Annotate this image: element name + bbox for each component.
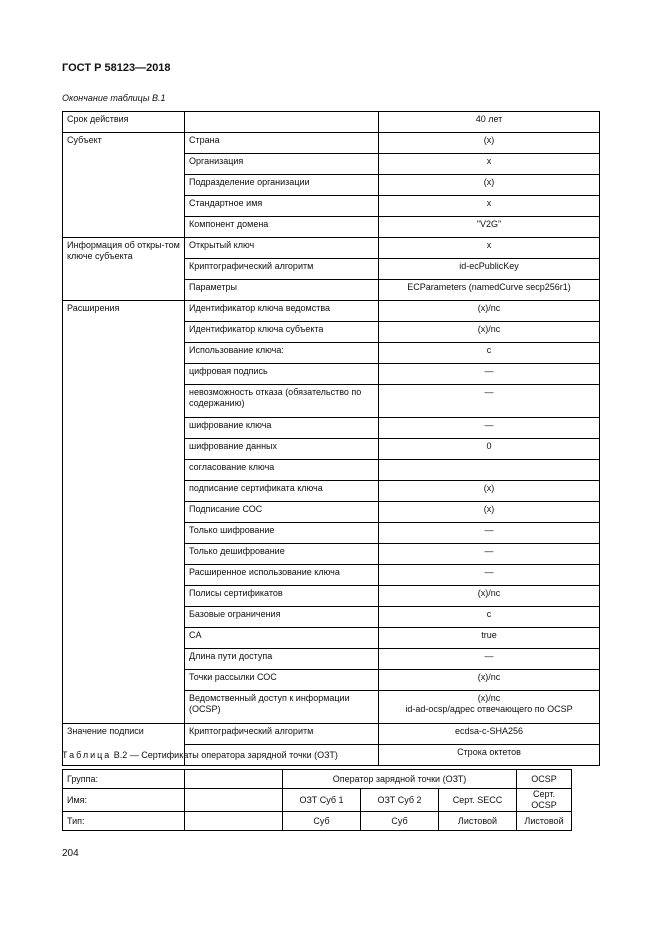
field-value: id-ecPublicKey xyxy=(379,259,600,280)
field-value: (x)/nc xyxy=(379,670,600,691)
field-value: x xyxy=(379,238,600,259)
field-value: (x) xyxy=(379,481,600,502)
row-group-label: Срок действия xyxy=(63,112,185,133)
field-value: — xyxy=(379,418,600,439)
field-value: (x)/nc xyxy=(379,301,600,322)
field-value: (x)/nc xyxy=(379,586,600,607)
table-row xyxy=(63,770,572,789)
field-name: Идентификатор ключа субъекта xyxy=(185,322,379,343)
b2-label-name: Имя: xyxy=(63,789,185,812)
field-value: (x)/nc xyxy=(379,322,600,343)
field-name: подписание сертификата ключа xyxy=(185,481,379,502)
field-name: шифрование ключа xyxy=(185,418,379,439)
page-number: 204 xyxy=(62,848,79,859)
table-b2-caption-text: В.2 — Сертификаты оператора зарядной точки (ОЗТ) xyxy=(111,750,338,760)
field-value: (x) xyxy=(379,133,600,154)
b2-label-type: Тип: xyxy=(63,812,185,831)
table-row xyxy=(63,301,600,322)
field-value: (x) xyxy=(379,175,600,196)
field-value: c xyxy=(379,607,600,628)
row-group-label: Значение подписи xyxy=(63,724,185,766)
field-value: ECParameters (namedCurve secp256r1) xyxy=(379,280,600,301)
field-value-line: id-ad-ocsp/адрес отвечающего по OCSP xyxy=(405,704,573,714)
b2-cell: Серт. OCSP xyxy=(517,789,572,812)
field-value: Строка октетов xyxy=(379,745,600,766)
table-b2-caption xyxy=(62,750,338,760)
field-value: true xyxy=(379,628,600,649)
b2-cell: Листовой xyxy=(439,812,517,831)
table-row xyxy=(63,133,600,154)
field-name: Компонент домена xyxy=(185,217,379,238)
b2-cell xyxy=(185,789,283,812)
field-name: Только дешифрование xyxy=(185,544,379,565)
field-name: CA xyxy=(185,628,379,649)
field-name: Организация xyxy=(185,154,379,175)
field-name: Использование ключа: xyxy=(185,343,379,364)
field-value xyxy=(379,691,600,724)
field-name: Параметры xyxy=(185,280,379,301)
field-name: Подразделение организации xyxy=(185,175,379,196)
field-value: — xyxy=(379,385,600,418)
field-name: цифровая подпись xyxy=(185,364,379,385)
table-b2-caption-prefix: Таблица xyxy=(62,750,112,760)
field-name: невозможность отказа (обязательство по содержанию) xyxy=(185,385,379,418)
field-value: "V2G" xyxy=(379,217,600,238)
field-value: x xyxy=(379,154,600,175)
field-name: Страна xyxy=(185,133,379,154)
b2-cell: Листовой xyxy=(517,812,572,831)
field-value: 40 лет xyxy=(379,112,600,133)
b2-cell xyxy=(185,770,283,789)
table-b1 xyxy=(62,111,600,766)
table-row xyxy=(63,812,572,831)
field-value: — xyxy=(379,565,600,586)
b2-cell: ОЗТ Суб 2 xyxy=(361,789,439,812)
field-name xyxy=(185,112,379,133)
field-name: Длина пути доступа xyxy=(185,649,379,670)
table-row xyxy=(63,238,600,259)
field-name: Идентификатор ключа ведомства xyxy=(185,301,379,322)
field-name: Только шифрование xyxy=(185,523,379,544)
b2-ocsp-header: OCSP xyxy=(517,770,572,789)
field-name: Криптографический алгоритм xyxy=(185,724,379,745)
b2-cell: Суб xyxy=(361,812,439,831)
field-value: x xyxy=(379,196,600,217)
field-name: шифрование данных xyxy=(185,439,379,460)
field-name: Полисы сертификатов xyxy=(185,586,379,607)
row-group-label: Расширения xyxy=(63,301,185,724)
field-name: Криптографический алгоритм xyxy=(185,259,379,280)
field-name: Стандартное имя xyxy=(185,196,379,217)
field-value: — xyxy=(379,364,600,385)
row-group-label: Информация об откры-том ключе субъекта xyxy=(63,238,185,301)
document-header: ГОСТ Р 58123—2018 xyxy=(62,62,171,74)
table-row xyxy=(63,112,600,133)
field-name: Открытый ключ xyxy=(185,238,379,259)
field-value: — xyxy=(379,523,600,544)
field-name: Ведомственный доступ к информации (OCSP) xyxy=(185,691,379,724)
field-value xyxy=(379,460,600,481)
table-b1-caption: Окончание таблицы В.1 xyxy=(62,93,166,103)
table-row xyxy=(63,789,572,812)
field-name: Подписание СОС xyxy=(185,502,379,523)
b2-cell: Серт. SECC xyxy=(439,789,517,812)
field-value-line: (x)/nc xyxy=(477,693,501,703)
field-value: (x) xyxy=(379,502,600,523)
b2-cell xyxy=(185,812,283,831)
field-value: 0 xyxy=(379,439,600,460)
field-value: — xyxy=(379,544,600,565)
field-value: — xyxy=(379,649,600,670)
table-b2 xyxy=(62,769,572,831)
field-value: ecdsa-c-SHA256 xyxy=(379,724,600,745)
table-row xyxy=(63,724,600,745)
row-group-label: Субъект xyxy=(63,133,185,238)
b2-operator-header: Оператор зарядной точки (ОЗТ) xyxy=(283,770,517,789)
b2-cell: ОЗТ Суб 1 xyxy=(283,789,361,812)
field-value: c xyxy=(379,343,600,364)
field-name: Точки рассылки СОС xyxy=(185,670,379,691)
field-name: Базовые ограничения xyxy=(185,607,379,628)
field-name: согласование ключа xyxy=(185,460,379,481)
b2-label-group: Группа: xyxy=(63,770,185,789)
b2-cell: Суб xyxy=(283,812,361,831)
field-name: Расширенное использование ключа xyxy=(185,565,379,586)
